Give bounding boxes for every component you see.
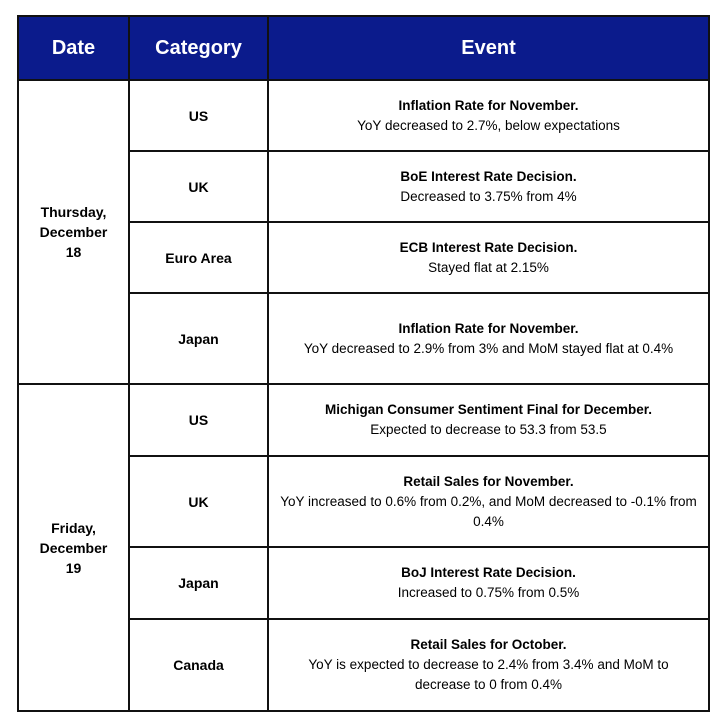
event-description: YoY decreased to 2.7%, below expectations	[357, 117, 620, 133]
event-cell	[268, 222, 709, 293]
table-row	[18, 384, 709, 456]
category-cell: UK	[129, 456, 268, 547]
category-cell: Canada	[129, 619, 268, 711]
event-title: Retail Sales for November.	[403, 473, 574, 489]
category-cell: Japan	[129, 293, 268, 384]
date-line: 18	[65, 244, 82, 260]
date-cell-thursday	[18, 80, 129, 384]
category-cell: Euro Area	[129, 222, 268, 293]
category-cell: UK	[129, 151, 268, 222]
event-cell	[268, 384, 709, 456]
event-title: BoJ Interest Rate Decision.	[401, 565, 576, 580]
event-title: Inflation Rate for November.	[398, 320, 579, 336]
date-line: December	[39, 224, 108, 240]
event-cell	[268, 80, 709, 151]
event-description: YoY increased to 0.6% from 0.2%, and MoM decreased to -0.1% from 0.4%	[280, 493, 697, 529]
category-cell: US	[129, 80, 268, 151]
event-title: Michigan Consumer Sentiment Final for December.	[324, 402, 653, 417]
event-header: Event	[268, 16, 709, 80]
category-cell: US	[129, 384, 268, 456]
event-cell	[268, 619, 709, 711]
event-cell	[268, 293, 709, 384]
event-cell	[268, 151, 709, 222]
event-cell	[268, 547, 709, 619]
date-cell-friday	[18, 384, 129, 711]
date-header: Date	[18, 16, 129, 80]
event-description: Increased to 0.75% from 0.5%	[397, 585, 580, 600]
event-title: Inflation Rate for November.	[398, 97, 579, 113]
date-line: 19	[65, 559, 82, 576]
event-description: Expected to decrease to 53.3 from 53.5	[370, 422, 607, 437]
date-line: December	[39, 539, 108, 556]
event-cell	[268, 456, 709, 547]
header-row	[18, 16, 709, 80]
event-description: Decreased to 3.75% from 4%	[400, 188, 577, 204]
economic-calendar-table	[17, 15, 710, 712]
date-line: Thursday,	[40, 204, 107, 220]
event-title: BoE Interest Rate Decision.	[400, 168, 577, 184]
event-description: YoY is expected to decrease to 2.4% from 3.4% and MoM to decrease to 0 from 0.4%	[308, 657, 669, 692]
event-title: Retail Sales for October.	[410, 637, 567, 652]
table-row	[18, 80, 709, 151]
event-description: YoY decreased to 2.9% from 3% and MoM stayed flat at 0.4%	[303, 340, 674, 356]
category-header: Category	[129, 16, 268, 80]
category-cell: Japan	[129, 547, 268, 619]
date-line: Friday,	[51, 519, 96, 536]
event-description: Stayed flat at 2.15%	[428, 259, 549, 275]
event-title: ECB Interest Rate Decision.	[399, 239, 578, 255]
